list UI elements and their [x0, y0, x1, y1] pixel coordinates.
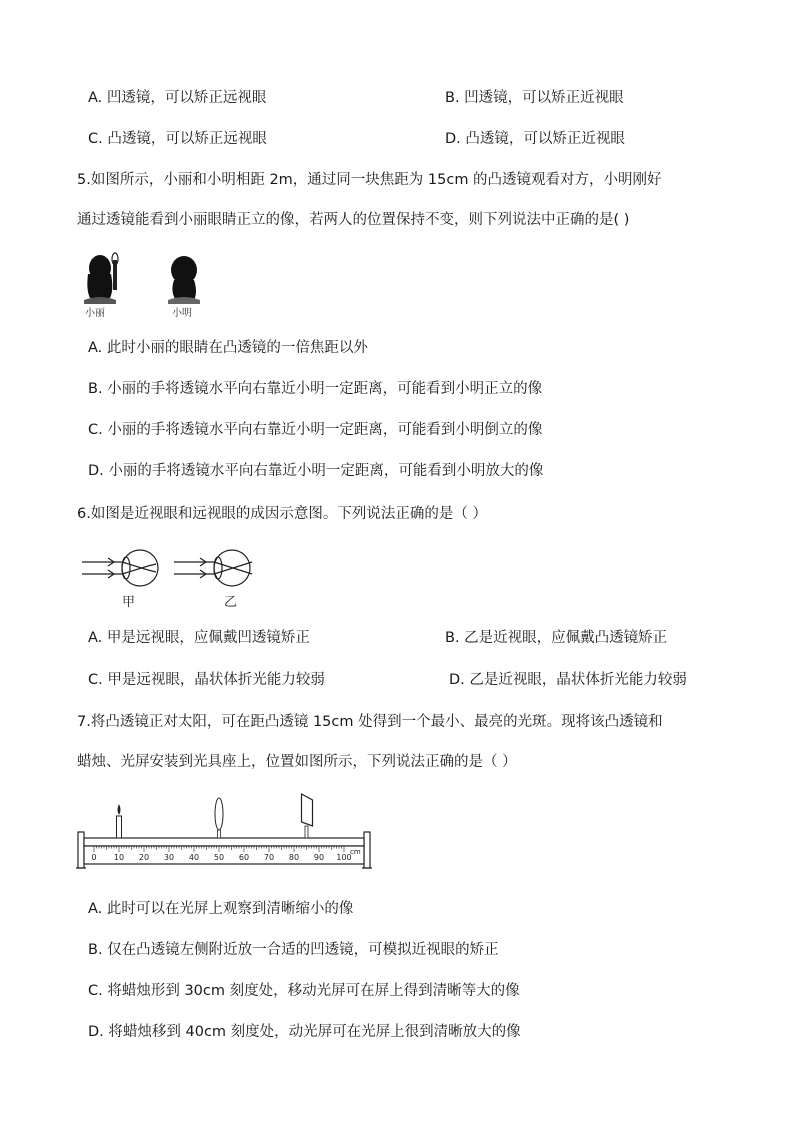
q5-label-right: 小明	[172, 308, 192, 319]
person-left-silhouette	[84, 253, 118, 304]
q5-option-c: C. 小丽的手将透镜水平向右靠近小明一定距离，可能看到小明倒立的像	[88, 422, 543, 438]
q7-stem-line1: 7.将凸透镜正对太阳，可在距凸透镜 15cm 处得到一个最小、最亮的光斑。现将该凸透镜和	[77, 714, 663, 730]
person-right-silhouette	[168, 256, 200, 304]
q4-option-c: C. 凸透镜，可以矫正远视眼	[88, 131, 267, 147]
q6-label-left: 甲	[122, 595, 136, 610]
q6-stem: 6.如图是近视眼和远视眼的成因示意图。下列说法正确的是（ ）	[77, 506, 487, 522]
bench-tick-label: 70	[263, 853, 275, 862]
bench-tick-label: 30	[163, 853, 175, 862]
q5-label-left: 小丽	[85, 308, 105, 319]
q6-option-d: D. 乙是近视眼，晶状体折光能力较弱	[449, 672, 687, 688]
q5-figure	[80, 250, 220, 320]
bench-tick-label: 50	[213, 853, 225, 862]
bench-tick-label: 0	[91, 853, 97, 862]
q7-option-d: D. 将蜡烛移到 40cm 刻度处，动光屏可在光屏上很到清晰放大的像	[88, 1024, 521, 1040]
q5-option-d: D. 小丽的手将透镜水平向右靠近小明一定距离，可能看到小明放大的像	[88, 463, 544, 479]
q5-option-a: A. 此时小丽的眼睛在凸透镜的一倍焦距以外	[88, 340, 368, 356]
q6-label-right: 乙	[224, 595, 238, 610]
q5-stem-line2: 通过透镜能看到小丽眼睛正立的像，若两人的位置保持不变，则下列说法中正确的是( )	[77, 212, 630, 228]
bench-tick-label: 80	[288, 853, 300, 862]
bench-tick-label: 90	[313, 853, 325, 862]
q7-stem-line2: 蜡烛、光屏安装到光具座上，位置如图所示，下列说法正确的是（ ）	[77, 754, 517, 770]
eye-yi-diagram	[174, 550, 252, 586]
q5-stem-line1: 5.如图所示，小丽和小明相距 2m，通过同一块焦距为 15cm 的凸透镜观看对方，小明刚好	[77, 172, 662, 188]
bench-tick-label: 20	[138, 853, 150, 862]
light-screen	[302, 794, 313, 838]
q6-option-a: A. 甲是远视眼，应佩戴凹透镜矫正	[88, 630, 310, 646]
screen-panel	[302, 794, 313, 826]
q7-option-b: B. 仅在凸透镜左侧附近放一合适的凹透镜，可模拟近视眼的矫正	[88, 942, 499, 958]
convex-lens	[215, 798, 223, 838]
bench-tick-label: 10	[113, 853, 125, 862]
lens-body	[215, 798, 223, 830]
candle-body	[117, 816, 122, 838]
q7-option-a: A. 此时可以在光屏上观察到清晰缩小的像	[88, 901, 354, 917]
q7-option-c: C. 将蜡烛形到 30cm 刻度处，移动光屏可在屏上得到清晰等大的像	[88, 983, 520, 999]
q6-option-b: B. 乙是近视眼，应佩戴凸透镜矫正	[445, 630, 668, 646]
bench-unit-label: cm	[350, 848, 361, 856]
q5-option-b: B. 小丽的手将透镜水平向右靠近小明一定距离，可能看到小明正立的像	[88, 381, 543, 397]
q6-option-c: C. 甲是远视眼，晶状体折光能力较弱	[88, 672, 325, 688]
q4-option-b: B. 凹透镜，可以矫正近视眼	[445, 90, 624, 106]
q4-option-a: A. 凹透镜，可以矫正远视眼	[88, 90, 267, 106]
eye-jia-diagram	[82, 550, 158, 586]
q6-figure	[78, 544, 268, 610]
candle-flame	[118, 804, 121, 815]
bench-tick-label: 60	[238, 853, 250, 862]
screen-holder	[305, 826, 308, 838]
lens-holder	[218, 830, 221, 838]
bench-tick-label: 100	[336, 853, 352, 862]
bench-tick-label: 40	[188, 853, 200, 862]
candle	[117, 804, 122, 838]
q4-option-d: D. 凸透镜，可以矫正近视眼	[445, 131, 625, 147]
optical-bench-figure	[74, 792, 384, 874]
